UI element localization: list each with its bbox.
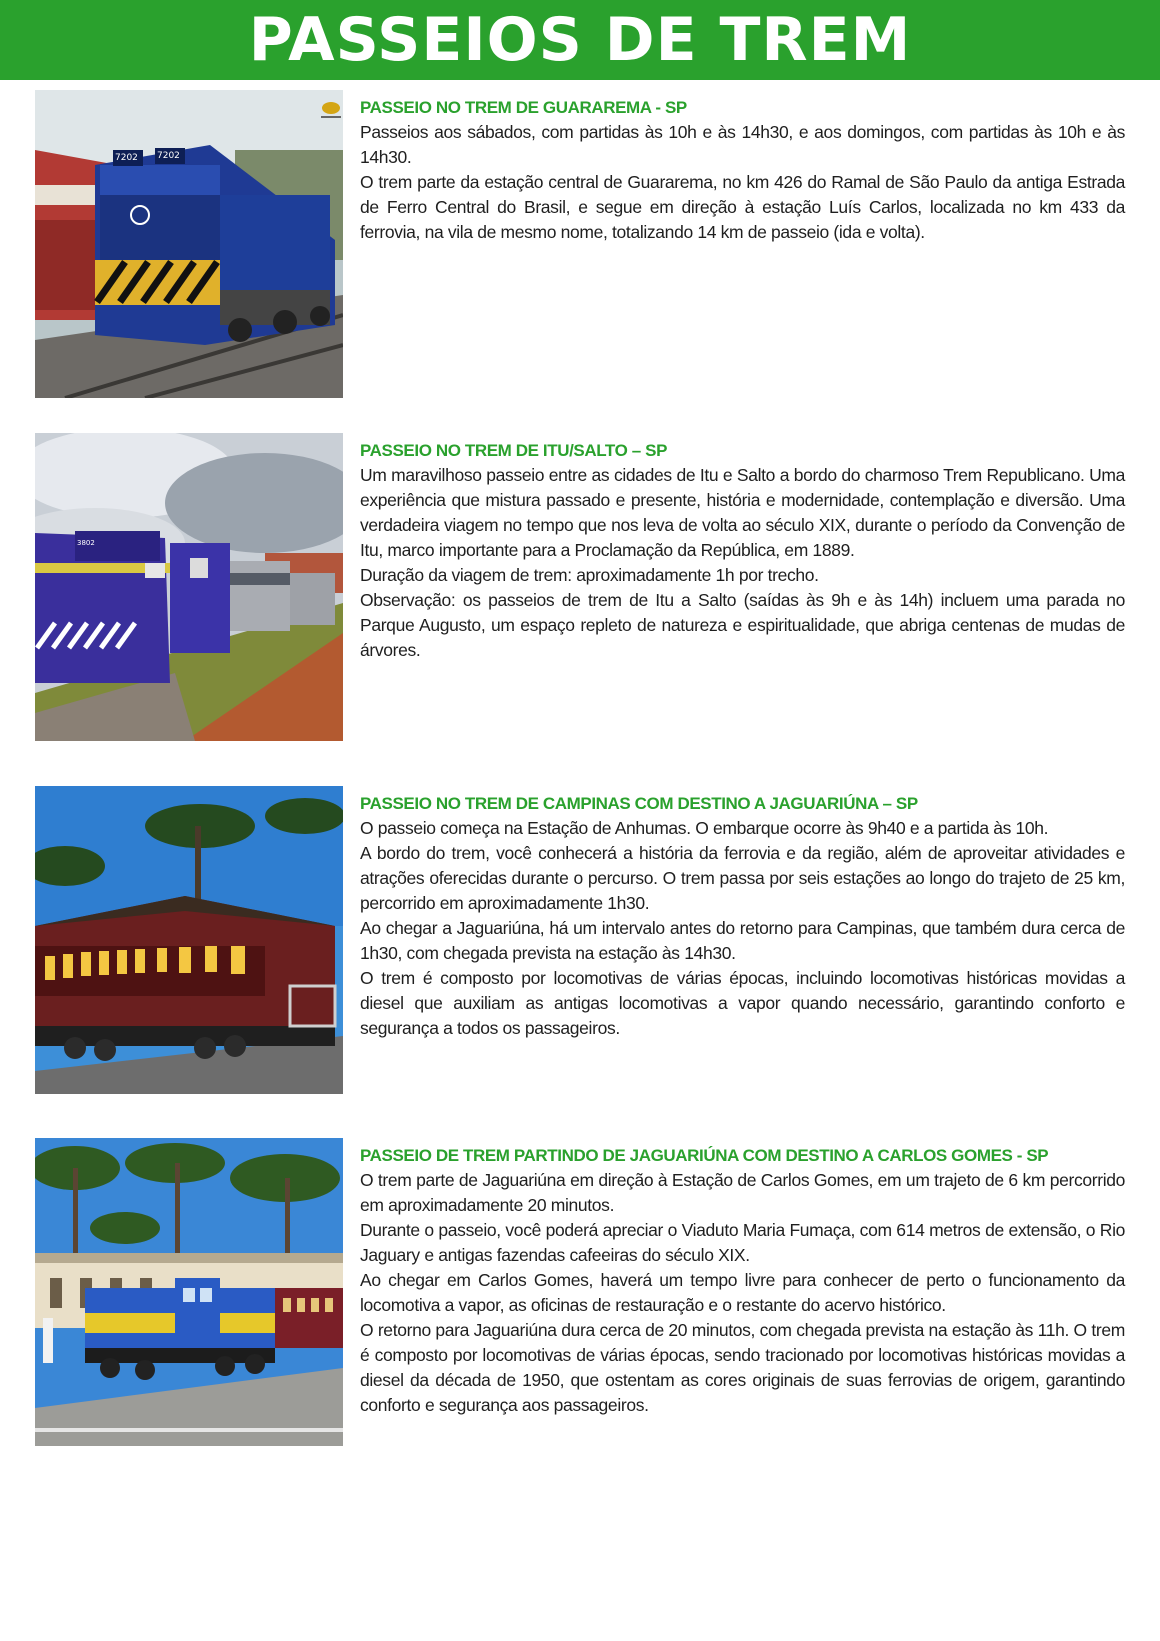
section-paragraph: Um maravilhoso passeio entre as cidades de Itu e Salto a bordo do charmoso Trem Republicano. Uma experiência que mistura passado e presente, história e modernidade, contemplação e diversão. Uma verdadeira viagem no tempo que nos leva de volta ao século XIX, durante o período da Convenção de Itu, marco importante para a Proclamação da República, em 1889. <box>360 465 1125 560</box>
svg-text:3802: 3802 <box>77 539 95 547</box>
section-text <box>360 439 1125 663</box>
section-campinas-jaguariuna <box>35 786 1125 1096</box>
blue-yellow-locomotive-photo <box>35 1138 343 1446</box>
section-heading: PASSEIO NO TREM DE GUARAREMA - SP <box>360 98 687 117</box>
railway-logo-icon <box>319 100 343 120</box>
section-paragraph: Observação: os passeios de trem de Itu a Salto (saídas às 9h e às 14h) incluem uma parada no Parque Augusto, um espaço repleto de natureza e espiritualidade, que abriga centenas de mudas de árvores. <box>360 590 1125 660</box>
wooden-passenger-car-photo <box>35 786 343 1094</box>
svg-text:7202: 7202 <box>157 151 180 161</box>
section-paragraph: Durante o passeio, você poderá apreciar o Viaduto Maria Fumaça, com 614 metros de extensão, o Rio Jaguary e antigas fazendas cafeeiras do século XIX. <box>360 1220 1125 1265</box>
page-title: PASSEIOS DE TREM <box>248 5 912 75</box>
section-paragraph: O trem parte de Jaguariúna em direção à Estação de Carlos Gomes, em um trajeto de 6 km percorrido em aproximadamente 20 minutos. <box>360 1170 1125 1215</box>
svg-text:7202: 7202 <box>115 153 138 163</box>
section-paragraph: Ao chegar a Jaguariúna, há um intervalo antes do retorno para Campinas, que também dura cerca de 1h30, com chegada prevista na estação às 14h30. <box>360 918 1125 963</box>
section-jaguariuna-carlos-gomes <box>35 1138 1125 1448</box>
title-banner <box>0 0 1160 80</box>
section-text <box>360 1144 1125 1418</box>
section-paragraph: Passeios aos sábados, com partidas às 10h e às 14h30, e aos domingos, com partidas às 10h e às 14h30. <box>360 122 1125 167</box>
section-paragraph: Ao chegar em Carlos Gomes, haverá um tempo livre para conhecer de perto o funcionamento da locomotiva a vapor, as oficinas de restauração e o restante do acervo histórico. <box>360 1270 1125 1315</box>
section-itu-salto <box>35 433 1125 743</box>
section-paragraph: A bordo do trem, você conhecerá a história da ferrovia e da região, além de aproveitar atividades e atrações oferecidas durante o percurso. O trem passa por seis estações ao longo do trajeto de 25 km, percorrido em aproximadamente 1h30. <box>360 843 1125 913</box>
blue-locomotive-photo <box>35 90 343 398</box>
section-text <box>360 96 1125 245</box>
section-guararema <box>35 90 1125 400</box>
section-paragraph: O trem é composto por locomotivas de várias épocas, incluindo locomotivas históricas movidas a diesel que auxiliam as antigas locomotivas a vapor quando necessário, garantindo conforto e segurança a todos os passageiros. <box>360 968 1125 1038</box>
section-heading: PASSEIO NO TREM DE ITU/SALTO – SP <box>360 441 668 460</box>
section-paragraph: O passeio começa na Estação de Anhumas. O embarque ocorre às 9h40 e a partida às 10h. <box>360 818 1049 838</box>
section-paragraph: Duração da viagem de trem: aproximadamente 1h por trecho. <box>360 565 819 585</box>
section-paragraph: O retorno para Jaguariúna dura cerca de 20 minutos, com chegada prevista na estação às 11h. O trem é composto por locomotivas de várias épocas, sendo tracionado por locomotivas históricas movidas a diesel da década de 1950, que ostentam as cores originais de suas ferrovias de origem, garantindo conforto e segurança aos passageiros. <box>360 1320 1125 1415</box>
section-heading: PASSEIO DE TREM PARTINDO DE JAGUARIÚNA COM DESTINO A CARLOS GOMES - SP <box>360 1146 1049 1165</box>
section-paragraph: O trem parte da estação central de Guararema, no km 426 do Ramal de São Paulo da antiga Estrada de Ferro Central do Brasil, e segue em direção à estação Luís Carlos, localizada no km 433 da ferrovia, na vila de mesmo nome, totalizando 14 km de passeio (ida e volta). <box>360 172 1125 242</box>
purple-locomotive-photo <box>35 433 343 741</box>
section-heading: PASSEIO NO TREM DE CAMPINAS COM DESTINO A JAGUARIÚNA – SP <box>360 794 918 813</box>
section-text <box>360 792 1125 1041</box>
